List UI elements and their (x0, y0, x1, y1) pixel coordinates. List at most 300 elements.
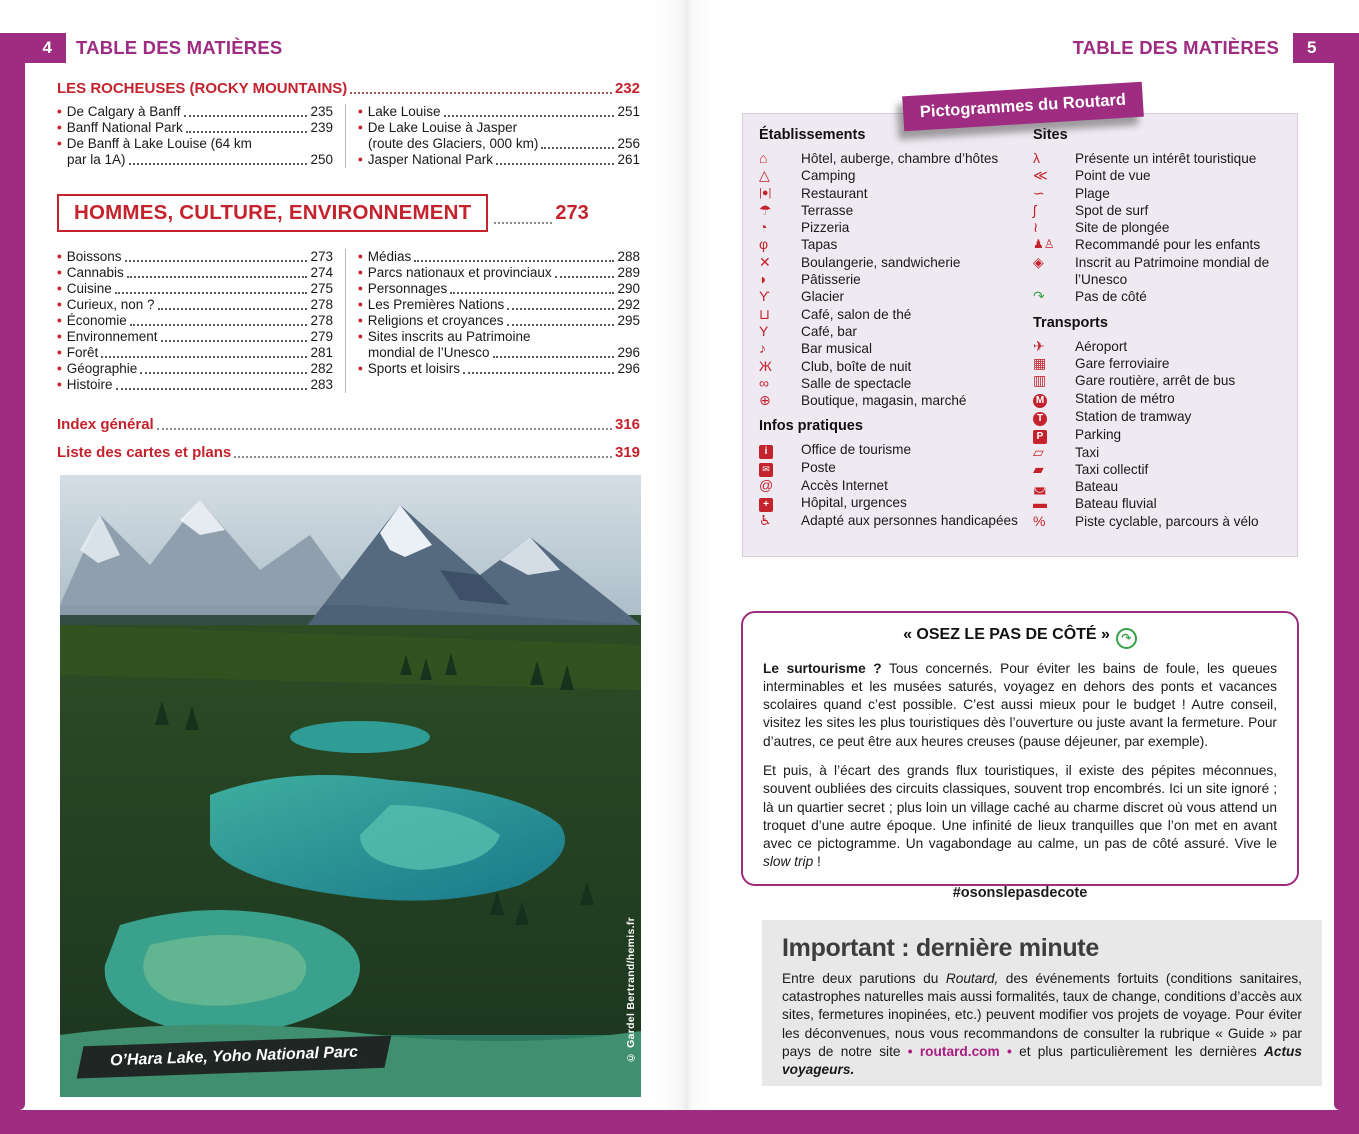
bar-glass-icon: Y (759, 322, 769, 339)
toc-entry (358, 249, 640, 265)
boat-icon: ◛ (1033, 478, 1047, 495)
picto-row (759, 494, 1027, 512)
dot-leader (463, 361, 614, 374)
toc-entry-continuation (57, 152, 333, 168)
picto-row (1033, 495, 1301, 512)
picto-row (1033, 390, 1301, 408)
tramway-icon: T (1033, 412, 1047, 426)
bullet-icon (57, 313, 62, 329)
picto-label: Glacier (801, 289, 845, 305)
picto-label: Camping (801, 168, 856, 184)
osez-paragraph-1 (763, 660, 1277, 751)
dancer-icon: Ж (759, 357, 772, 374)
picto-row (759, 477, 1027, 494)
toc-entry (57, 249, 333, 265)
picto-row (1033, 150, 1301, 167)
entry-label: Curieux, non ? (66, 297, 155, 312)
toc-section-title-row (57, 80, 640, 97)
routard-com-link[interactable]: • routard.com • (907, 1043, 1012, 1059)
terrace-icon: ☂ (759, 201, 772, 218)
side-step-icon: ↷ (1033, 288, 1045, 305)
picto-label: Spot de surf (1075, 202, 1149, 218)
picto-row (759, 185, 1027, 202)
entry-label: mondial de l’Unesco (368, 345, 490, 360)
picto-row (1033, 167, 1301, 184)
picto-label: Taxi (1075, 444, 1100, 460)
toc-entry (358, 120, 640, 136)
entry-label: Forêt (66, 345, 99, 360)
viewpoint-icon: ≪ (1033, 167, 1048, 184)
page-gutter (660, 0, 712, 1110)
kids-icon: ♟♙ (1033, 237, 1055, 252)
bullet-icon (358, 329, 363, 345)
entry-label: Histoire (66, 377, 113, 392)
entry-label: Boissons (66, 249, 122, 264)
toc-entry (358, 313, 640, 329)
toc-column-1 (57, 104, 333, 168)
entry-page: 290 (617, 281, 640, 296)
picto-label: Office de tourisme (801, 442, 912, 458)
toc-entry (57, 297, 333, 313)
bottom-band (0, 1110, 1359, 1134)
important-bold-text: Actus voyageurs. (782, 1043, 1302, 1078)
section-title-frame (57, 194, 488, 232)
dot-leader (161, 329, 308, 342)
dot-leader (158, 297, 308, 310)
picto-row (1033, 461, 1301, 478)
bullet-icon (57, 329, 62, 345)
entry-label: Banff National Park (66, 120, 183, 135)
picto-label: Taxi collectif (1075, 461, 1149, 477)
hospital-icon: + (759, 498, 773, 512)
picto-row (759, 358, 1027, 375)
dot-leader (496, 152, 614, 165)
picto-row (1033, 355, 1301, 372)
entry-label: par la 1A) (67, 152, 126, 167)
dot-leader (101, 345, 307, 358)
right-page-number: 5 (1307, 38, 1317, 57)
right-page-title: TABLE DES MATIÈRES (1072, 37, 1279, 58)
toc-entry (358, 104, 640, 120)
dot-leader (184, 104, 308, 117)
picto-label: Boutique, magasin, marché (801, 393, 967, 409)
toc-entry (358, 152, 640, 168)
toc-entry (57, 120, 333, 136)
dot-leader (140, 361, 307, 374)
entry-page: 279 (310, 329, 333, 344)
dot-leader (414, 249, 614, 262)
entry-page: 292 (617, 297, 640, 312)
toc-column-2 (345, 104, 640, 168)
toc-entry (358, 281, 640, 297)
tourist-office-icon: i (759, 445, 773, 459)
toc-rocheuses-columns (57, 104, 640, 168)
toc-entry (57, 136, 333, 152)
dot-leader (125, 249, 308, 262)
group-title-etablissements: Établissements (759, 127, 866, 143)
entry-page: 235 (310, 104, 333, 119)
picto-label: Poste (801, 460, 836, 476)
toc-index-row (57, 416, 640, 433)
bullet-icon (57, 345, 62, 361)
entry-label: Les Premières Nations (367, 297, 505, 312)
entry-label: Cannabis (66, 265, 124, 280)
right-page-number-tab (1293, 33, 1359, 63)
entry-page: 239 (310, 120, 333, 135)
toc-entry (57, 281, 333, 297)
bullet-icon (57, 120, 62, 136)
bullet-icon (358, 152, 363, 168)
picto-label: Restaurant (801, 185, 868, 201)
important-text: des événements fortuits (conditions sanitaires, catastrophes naturelles mais aussi formalités, taux de change, conditions d’accès aux sites, fermetures inopinées, etc.) peuvent modifier vos projets de voyage. Pour éviter les déconvenues, nous vous recommandons de consulter la rubrique « Guide » par pays de notre site (782, 971, 1302, 1059)
osez-title: « OSEZ LE PAS DE CÔTÉ » (903, 626, 1110, 643)
entry-label: De Banff à Lake Louise (64 km (66, 136, 252, 151)
music-note-icon: ♪ (759, 340, 766, 357)
camping-icon: △ (759, 167, 770, 184)
side-step-icon: ↷ (1116, 628, 1137, 649)
entry-page: 274 (310, 265, 333, 280)
picto-label: Site de plongée (1075, 220, 1170, 236)
bus-station-icon: ▥ (1033, 372, 1047, 389)
entry-label: De Lake Louise à Jasper (367, 120, 518, 135)
entry-label: (route des Glaciers, 000 km) (368, 136, 539, 151)
toc-section-hommes (57, 194, 640, 232)
entry-label: Sites inscrits au Patrimoine (367, 329, 531, 344)
river-boat-icon: ▬ (1033, 495, 1047, 512)
picto-row (1033, 444, 1301, 461)
entry-label: Économie (66, 313, 127, 328)
osez-paragraph-2 (763, 762, 1277, 872)
picto-label: Présente un intérêt touristique (1075, 151, 1257, 166)
bullet-icon (358, 265, 363, 281)
index-page: 316 (614, 416, 640, 433)
picto-label: Pizzeria (801, 220, 850, 236)
picto-row (759, 236, 1027, 253)
picto-label: Pas de côté (1075, 289, 1147, 305)
entry-page: 251 (617, 104, 640, 119)
toc-entry (57, 345, 333, 361)
toc-entry-continuation (358, 345, 640, 361)
picto-label: Salle de spectacle (801, 375, 912, 391)
dot-leader (555, 265, 615, 278)
picto-row (759, 271, 1027, 288)
entry-label: Personnages (367, 281, 448, 296)
bullet-icon (57, 281, 62, 297)
bullet-icon (358, 313, 363, 329)
entry-label: Sports et loisirs (367, 361, 461, 376)
entry-page: 273 (310, 249, 333, 264)
opera-glasses-icon: ∞ (759, 374, 769, 391)
picto-label: Bateau (1075, 479, 1119, 495)
beach-icon: ∽ (1033, 184, 1045, 201)
picto-label: Club, boîte de nuit (801, 358, 912, 374)
maps-page: 319 (614, 444, 640, 461)
picto-row (759, 512, 1027, 529)
dot-leader (494, 222, 552, 224)
picto-label: Boulangerie, sandwicherie (801, 254, 961, 270)
maps-label: Liste des cartes et plans (57, 444, 232, 461)
entry-page: 261 (617, 152, 640, 167)
picto-label: Hôpital, urgences (801, 495, 907, 511)
section-page: 273 (555, 201, 589, 224)
picto-row (1033, 426, 1301, 444)
entry-page: 283 (310, 377, 333, 392)
restaurant-icon: |●| (759, 186, 772, 199)
important-italic-text: Routard, (945, 971, 999, 986)
picto-row (1033, 513, 1301, 530)
picto-label: Gare ferroviaire (1075, 355, 1170, 371)
bullet-icon (358, 361, 363, 377)
section-title: LES ROCHEUSES (ROCKY MOUNTAINS) (57, 80, 348, 97)
picto-label: Bar musical (801, 341, 873, 357)
wheelchair-icon: ♿ (759, 512, 772, 529)
dot-leader (130, 313, 308, 326)
entry-label: Parcs nationaux et provinciaux (367, 265, 552, 280)
picto-label: Adapté aux personnes handicapées (801, 513, 1018, 529)
photo-caption: O’Hara Lake, Yoho National Parc (109, 1043, 359, 1070)
toc-column-1 (57, 249, 333, 393)
pictograms-panel (742, 113, 1298, 557)
entry-page: 281 (310, 345, 333, 360)
picto-label: Station de métro (1075, 390, 1175, 406)
entry-page: 295 (617, 313, 640, 328)
entry-page: 275 (310, 281, 333, 296)
osez-italic-text: slow trip (763, 854, 814, 870)
section-page: 232 (614, 80, 640, 97)
group-title-infos-pratiques: Infos pratiques (759, 418, 863, 435)
picto-row (759, 459, 1027, 477)
entry-label: Cuisine (66, 281, 112, 296)
bullet-icon (358, 120, 363, 136)
dot-leader (186, 120, 308, 133)
picto-label: Parking (1075, 426, 1122, 442)
dot-leader (115, 281, 308, 294)
entry-label: Géographie (66, 361, 138, 376)
picto-row (1033, 202, 1301, 219)
osez-le-pas-de-cote-box (741, 611, 1299, 901)
dot-leader (129, 152, 308, 165)
pictograms-column-right (1033, 127, 1301, 530)
unesco-icon: ◈ (1033, 253, 1044, 270)
entry-page: 288 (617, 249, 640, 264)
group-title-sites: Sites (1033, 127, 1068, 143)
picto-row (759, 254, 1027, 271)
bullet-icon (358, 297, 363, 313)
section-title: HOMMES, CULTURE, ENVIRONNEMENT (74, 201, 472, 224)
toc-entry (57, 265, 333, 281)
dot-leader (450, 281, 614, 294)
dot-leader (507, 297, 614, 310)
parking-icon: P (1033, 430, 1047, 444)
bullet-icon (57, 297, 62, 313)
picto-row (1033, 254, 1301, 289)
picto-row (759, 340, 1027, 357)
pictograms-column-left (759, 127, 1027, 530)
toc-hommes-columns (57, 249, 640, 393)
toc-section-rocheuses (57, 80, 640, 97)
bullet-icon (57, 136, 62, 152)
toc-entry-continuation (358, 136, 640, 152)
metro-icon: M (1033, 394, 1047, 408)
picto-row (759, 167, 1027, 184)
picto-label: Station de tramway (1075, 408, 1192, 424)
toc-entry (358, 329, 640, 345)
osez-text: ! (813, 854, 821, 870)
entry-page: 278 (310, 297, 333, 312)
surf-icon: ʃ (1033, 201, 1037, 218)
picto-row (759, 441, 1027, 459)
hiker-icon: λ (1033, 150, 1040, 166)
picto-label: Café, bar (801, 323, 857, 339)
important-box (762, 920, 1322, 1086)
picto-label: Accès Internet (801, 477, 888, 493)
picto-label: Pâtisserie (801, 272, 861, 288)
picto-row (759, 288, 1027, 305)
entry-page: 256 (617, 136, 640, 151)
osez-text: Et puis, à l’écart des grands flux touristiques, il existe des pépites méconnues, souvent oubliées des circuits classiques, souvent trop encombrés. Ici un site ignoré ; là un quartier secret ; plus loin un village caché au charme discret où vous attend un troquet d’une autre époque. Une infinité de lieux tranquilles que l’on met en avant avec ce pictogramme. Un vagabondage au calme, un pas de côté assuré. Vive le (763, 762, 1277, 852)
bullet-icon (358, 249, 363, 265)
dot-leader (116, 377, 308, 390)
entry-label: Jasper National Park (367, 152, 494, 167)
pizza-icon: ◔ (759, 219, 768, 236)
picto-row (1033, 372, 1301, 389)
entry-page: 282 (310, 361, 333, 376)
picto-label: Hôtel, auberge, chambre d’hôtes (801, 151, 999, 166)
airport-icon: ✈ (1033, 337, 1045, 354)
shared-taxi-icon: ▰ (1033, 460, 1044, 477)
dot-leader (127, 265, 308, 278)
toc-entry (57, 361, 333, 377)
dot-leader (234, 456, 612, 458)
dot-leader (541, 136, 614, 149)
important-title: Important : dernière minute (782, 934, 1099, 962)
toc-maps-row (57, 444, 640, 461)
dot-leader (493, 345, 615, 358)
picto-label: Terrasse (801, 202, 854, 218)
toc-entry (358, 265, 640, 281)
picto-label: Tapas (801, 237, 838, 253)
picto-label: Plage (1075, 185, 1110, 201)
entry-page: 289 (617, 265, 640, 280)
picto-row (1033, 219, 1301, 236)
picto-label: Point de vue (1075, 168, 1151, 184)
picto-row (759, 219, 1027, 236)
picto-label: Café, salon de thé (801, 306, 912, 322)
landscape-photo (60, 475, 641, 1097)
toc-entry (358, 361, 640, 377)
entry-label: Religions et croyances (367, 313, 504, 328)
toc-entry (57, 104, 333, 120)
picto-row (759, 392, 1027, 409)
tapas-icon: φ (759, 236, 769, 253)
picto-row (759, 202, 1027, 219)
photo-illustration (60, 475, 641, 1097)
entry-page: 296 (617, 361, 640, 376)
photo-credit: © Gardel Bertrand/hemis.fr (625, 916, 637, 1063)
picto-row (1033, 288, 1301, 305)
bullet-icon (57, 265, 62, 281)
bullet-icon (57, 249, 62, 265)
bakery-icon: ✕ (759, 253, 771, 270)
bullet-icon (57, 104, 62, 120)
osez-text: Tous concernés. Pour éviter les bains de foule, les queues interminables et les musées saturés, voyagez en dehors des ponts et vacances scolaires quand c’est possible. C’est aussi mieux pour le budget ! Autre conseil, visitez les sites les plus touristiques dès l’ouverture ou juste avant la fermeture. Pour d’autres, ce peut être aux heures creuses (pause déjeuner, par exemple). (763, 660, 1278, 749)
toc-column-2 (345, 249, 640, 393)
picto-row (1033, 408, 1301, 426)
left-page-number-tab (0, 33, 66, 63)
entry-label: Environnement (66, 329, 158, 344)
dot-leader (350, 92, 612, 94)
picto-row (759, 306, 1027, 323)
bullet-icon (57, 361, 62, 377)
picto-label: Gare routière, arrêt de bus (1075, 373, 1236, 389)
toc-entry (57, 313, 333, 329)
important-text: et plus particulièrement les dernières (1011, 1043, 1264, 1059)
pastry-icon: ◗ (759, 271, 768, 288)
entry-label: Lake Louise (367, 104, 441, 119)
coffee-cup-icon: ⊔ (759, 305, 770, 322)
picto-label: Recommandé pour les enfants (1075, 237, 1261, 253)
picto-row (759, 323, 1027, 340)
entry-page: 296 (617, 345, 640, 360)
right-edge-band (1334, 33, 1359, 1110)
train-station-icon: ▦ (1033, 354, 1047, 371)
pictograms-banner: Pictogrammes du Routard (902, 82, 1144, 132)
bullet-icon (358, 281, 363, 297)
left-page-number: 4 (42, 38, 52, 57)
picto-label: Aéroport (1075, 338, 1128, 354)
entry-page: 250 (310, 152, 333, 167)
dot-leader (157, 428, 612, 430)
important-text: Entre deux parutions du (782, 971, 946, 986)
index-label: Index général (57, 416, 154, 433)
osez-title-row (763, 626, 1277, 649)
toc-entry (358, 297, 640, 313)
picto-row (1033, 185, 1301, 202)
entry-label: De Calgary à Banff (66, 104, 181, 119)
picto-row (1033, 338, 1301, 355)
picto-row (759, 150, 1027, 167)
toc-entry (57, 377, 333, 393)
internet-icon: @ (759, 476, 774, 493)
basket-icon: ⊕ (759, 392, 771, 409)
picto-row (759, 375, 1027, 392)
left-edge-band (0, 33, 25, 1110)
dot-leader (507, 313, 615, 326)
picto-label: Inscrit au Patrimoine mondial de l’Unesco (1075, 254, 1270, 288)
entry-label: Médias (367, 249, 412, 264)
bullet-icon (358, 104, 363, 120)
bicycle-icon: % (1033, 512, 1046, 529)
bullet-icon (57, 377, 62, 393)
osez-lead: Le surtourisme ? (763, 660, 882, 676)
diving-icon: ≀ (1033, 219, 1039, 236)
picto-row (1033, 236, 1301, 253)
picto-label: Piste cyclable, parcours à vélo (1075, 513, 1259, 529)
toc-entry (57, 329, 333, 345)
mail-icon: ✉ (759, 463, 773, 477)
hotel-icon: ⌂ (759, 150, 768, 166)
taxi-icon: ▱ (1033, 443, 1044, 460)
entry-page: 278 (310, 313, 333, 328)
group-title-transports: Transports (1033, 314, 1108, 331)
ice-cream-icon: ϒ (759, 288, 770, 305)
osez-hashtag: #osonslepasdecote (952, 884, 1088, 901)
dot-leader (444, 104, 615, 117)
important-paragraph (782, 970, 1302, 1079)
left-page-title: TABLE DES MATIÈRES (76, 37, 283, 58)
picto-row (1033, 478, 1301, 495)
picto-label: Bateau fluvial (1075, 496, 1157, 512)
